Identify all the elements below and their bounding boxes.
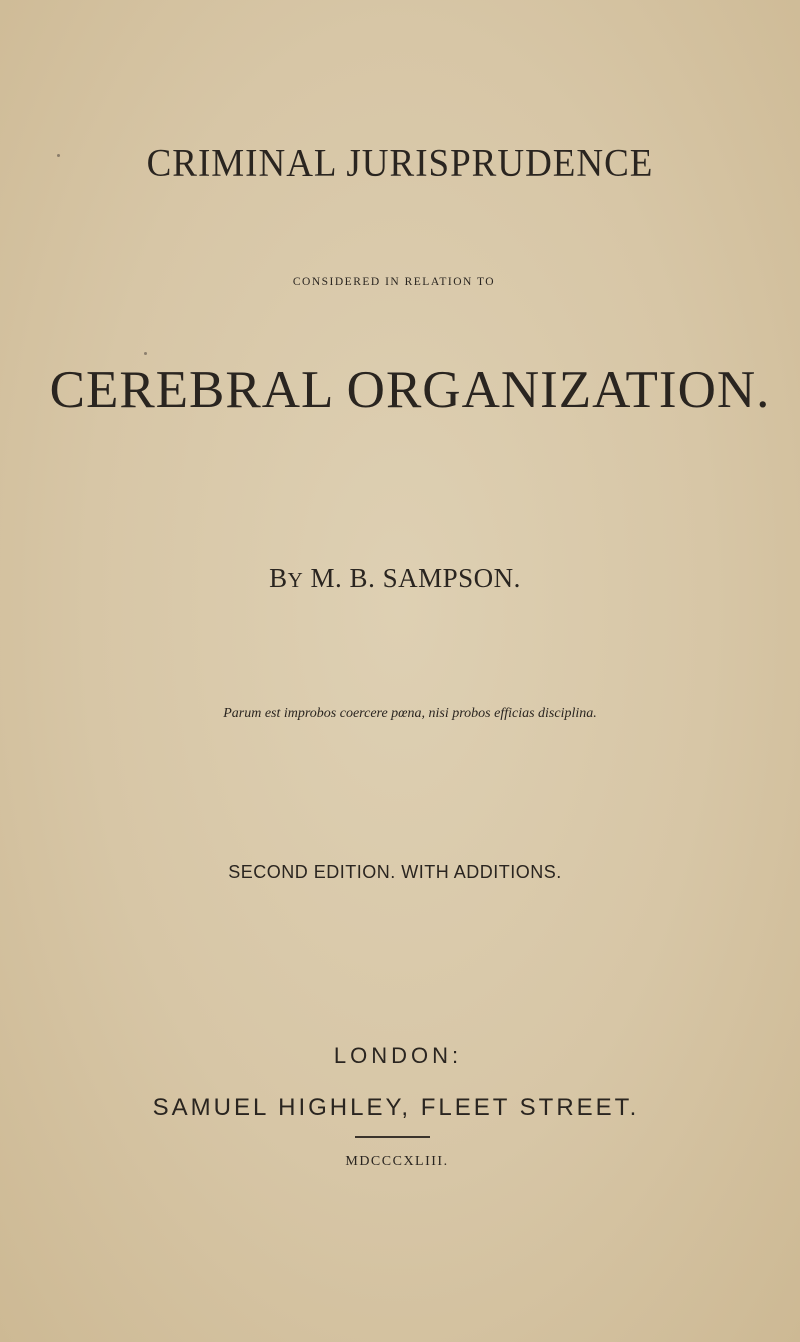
publication-place: LONDON:	[333, 1043, 463, 1068]
author-prefix-rest: Y	[287, 568, 304, 592]
publication-date: MDCCCXLIII.	[345, 1154, 449, 1169]
ink-speck	[144, 352, 147, 355]
epigraph-text: Parum est improbos coercere pœna, nisi probos efficias disciplina.	[223, 706, 597, 721]
author-line	[0, 563, 795, 594]
subtitle: CONSIDERED IN RELATION TO	[292, 276, 496, 288]
author-name: M. B. SAMPSON.	[310, 563, 521, 593]
divider-rule	[355, 1136, 430, 1138]
main-title: CRIMINAL JURISPRUDENCE	[146, 141, 654, 186]
book-title: CEREBRAL ORGANIZATION.	[49, 361, 771, 419]
epigraph	[10, 706, 800, 722]
edition-statement: SECOND EDITION. WITH ADDITIONS.	[228, 862, 562, 882]
author-prefix-initial: B	[269, 563, 288, 593]
publisher: SAMUEL HIGHLEY, FLEET STREET.	[152, 1094, 640, 1121]
